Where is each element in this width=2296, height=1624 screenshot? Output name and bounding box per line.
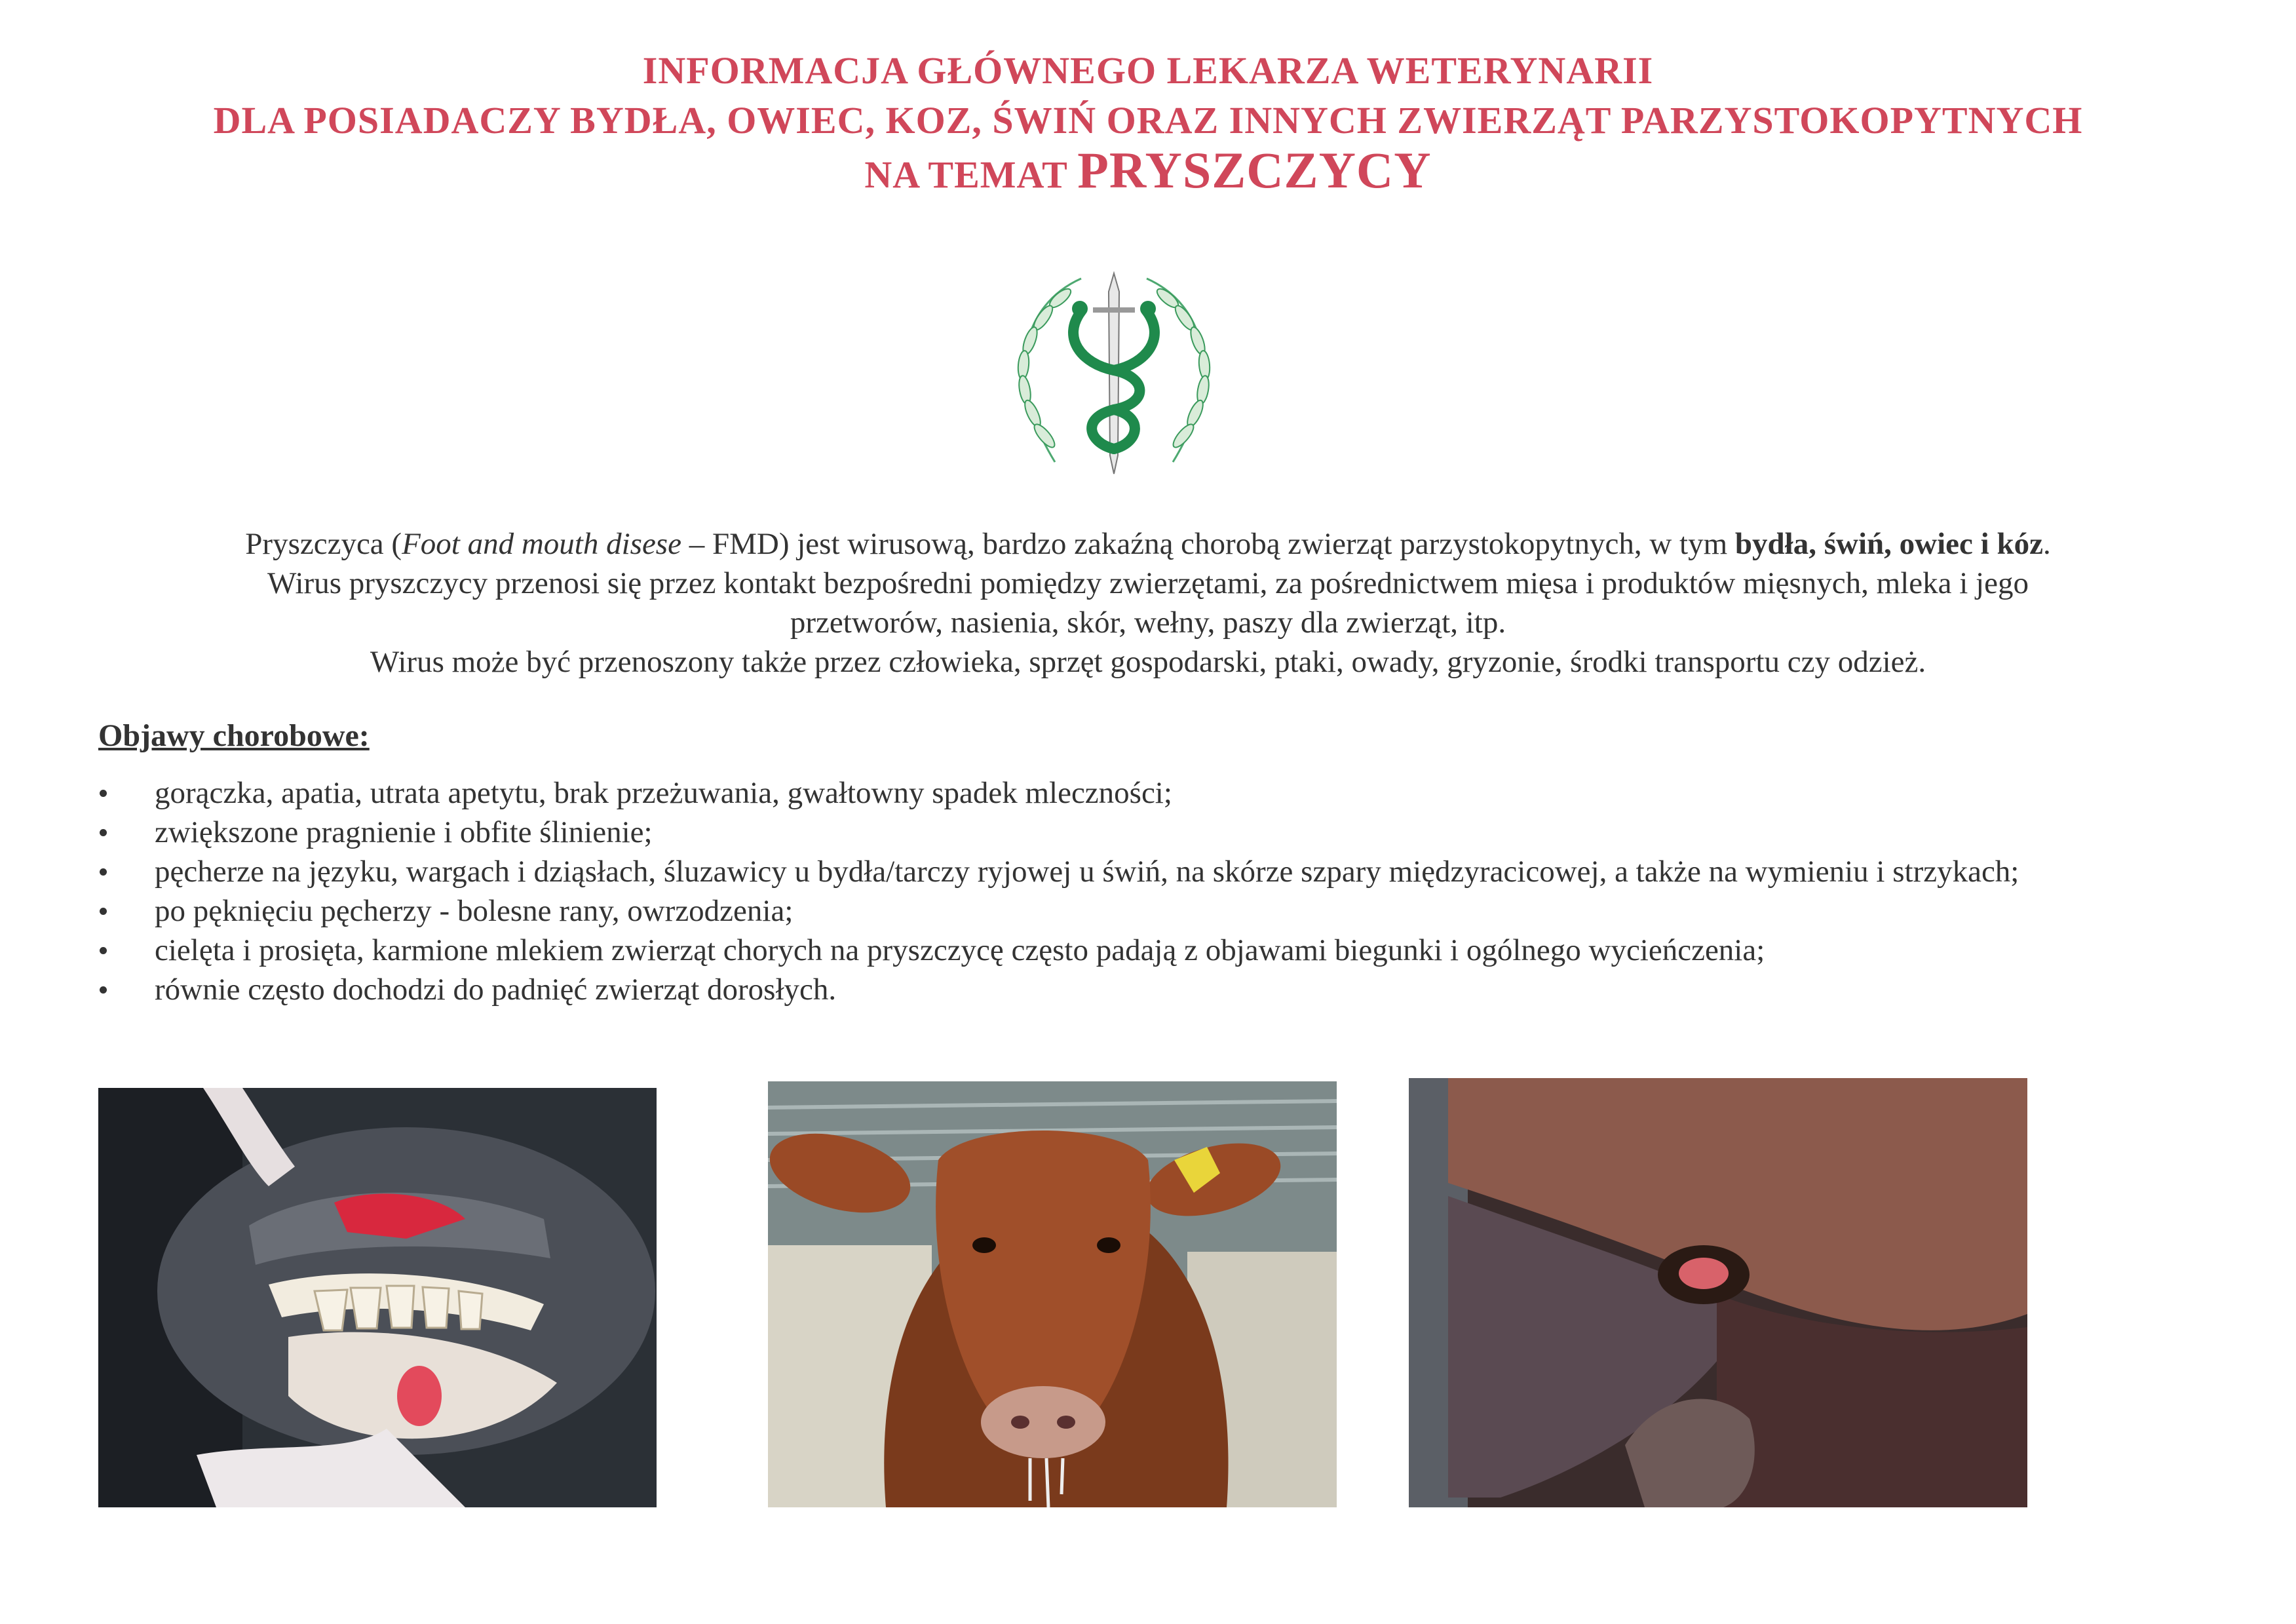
intro-paragraph-2: Wirus pryszczycy przenosi się przez kontakt bezpośredni pomiędzy zwierzętami, za pośrednictwem mięsa i produktów mięsnych, mleka i jego bbox=[267, 566, 2029, 600]
intro-paragraph-3: przetworów, nasienia, skór, wełny, paszy dla zwierząt, itp. bbox=[790, 606, 1506, 640]
bullet-icon bbox=[100, 947, 107, 954]
symptom-item bbox=[98, 813, 2228, 852]
symptoms-heading: Objawy chorobowe: bbox=[98, 718, 370, 753]
intro-text bbox=[98, 524, 2198, 682]
header-line-1: INFORMACJA GŁÓWNEGO LEKARZA WETERYNARII bbox=[642, 49, 1654, 92]
bullet-icon bbox=[100, 790, 107, 797]
symptom-item bbox=[98, 931, 2228, 970]
symptoms-list bbox=[98, 773, 2228, 1009]
intro-paragraph-1 bbox=[98, 524, 2198, 564]
veterinary-logo-icon bbox=[983, 265, 1245, 488]
symptom-item bbox=[98, 970, 2228, 1009]
photo-mouth-lesions-icon bbox=[98, 1088, 657, 1507]
symptom-item bbox=[98, 891, 2228, 931]
bullet-icon bbox=[100, 986, 107, 994]
symptom-text: równie często dochodzi do padnięć zwierząt dorosłych. bbox=[155, 973, 837, 1007]
symptom-text: gorączka, apatia, utrata apetytu, brak przeżuwania, gwałtowny spadek mleczności; bbox=[155, 776, 1172, 810]
intro-p1-text-b: – FMD) jest wirusową, bardzo zakaźną chorobą zwierząt parzystokopytnych, w tym bbox=[681, 527, 1735, 561]
header-disease-name: PRYSZCZYCY bbox=[1077, 142, 1432, 199]
photo-hoof-lesion-icon bbox=[1409, 1078, 2027, 1507]
symptom-item bbox=[98, 852, 2228, 891]
intro-p1-bold: bydła, świń, owiec i kóz bbox=[1734, 527, 2043, 561]
bullet-icon bbox=[100, 908, 107, 915]
header-line-3-prefix: NA TEMAT bbox=[864, 153, 1078, 196]
intro-p1-italic: Foot and mouth disese bbox=[402, 527, 681, 561]
symptom-text: zwiększone pragnienie i obfite ślinienie; bbox=[155, 815, 653, 849]
symptom-text: cielęta i prosięta, karmione mlekiem zwierząt chorych na pryszczycę często padają z objawami biegunki i ogólnego wycieńczenia; bbox=[155, 933, 1765, 967]
document-header bbox=[0, 46, 2296, 200]
symptom-item bbox=[98, 773, 2228, 813]
header-line-3 bbox=[0, 142, 2296, 200]
bullet-icon bbox=[100, 868, 107, 876]
intro-p1-text-c: . bbox=[2042, 527, 2051, 561]
intro-p1-text-a: Pryszczyca ( bbox=[245, 527, 402, 561]
bullet-icon bbox=[100, 829, 107, 836]
symptom-text: po pęknięciu pęcherzy - bolesne rany, owrzodzenia; bbox=[155, 894, 794, 928]
intro-paragraph-4: Wirus może być przenoszony także przez człowieka, sprzęt gospodarski, ptaki, owady, gryzonie, środki transportu czy odzież. bbox=[370, 645, 1926, 679]
header-line-2: DLA POSIADACZY BYDŁA, OWIEC, KOZ, ŚWIŃ ORAZ INNYCH ZWIERZĄT PARZYSTOKOPYTNYCH bbox=[213, 99, 2083, 142]
symptom-text: pęcherze na języku, wargach i dziąsłach, śluzawicy u bydła/tarczy ryjowej u świń, na skórze szpary międzyracicowej, a także na wymieniu i strzykach; bbox=[155, 855, 2019, 889]
photo-calf-drooling-icon bbox=[768, 1081, 1337, 1507]
